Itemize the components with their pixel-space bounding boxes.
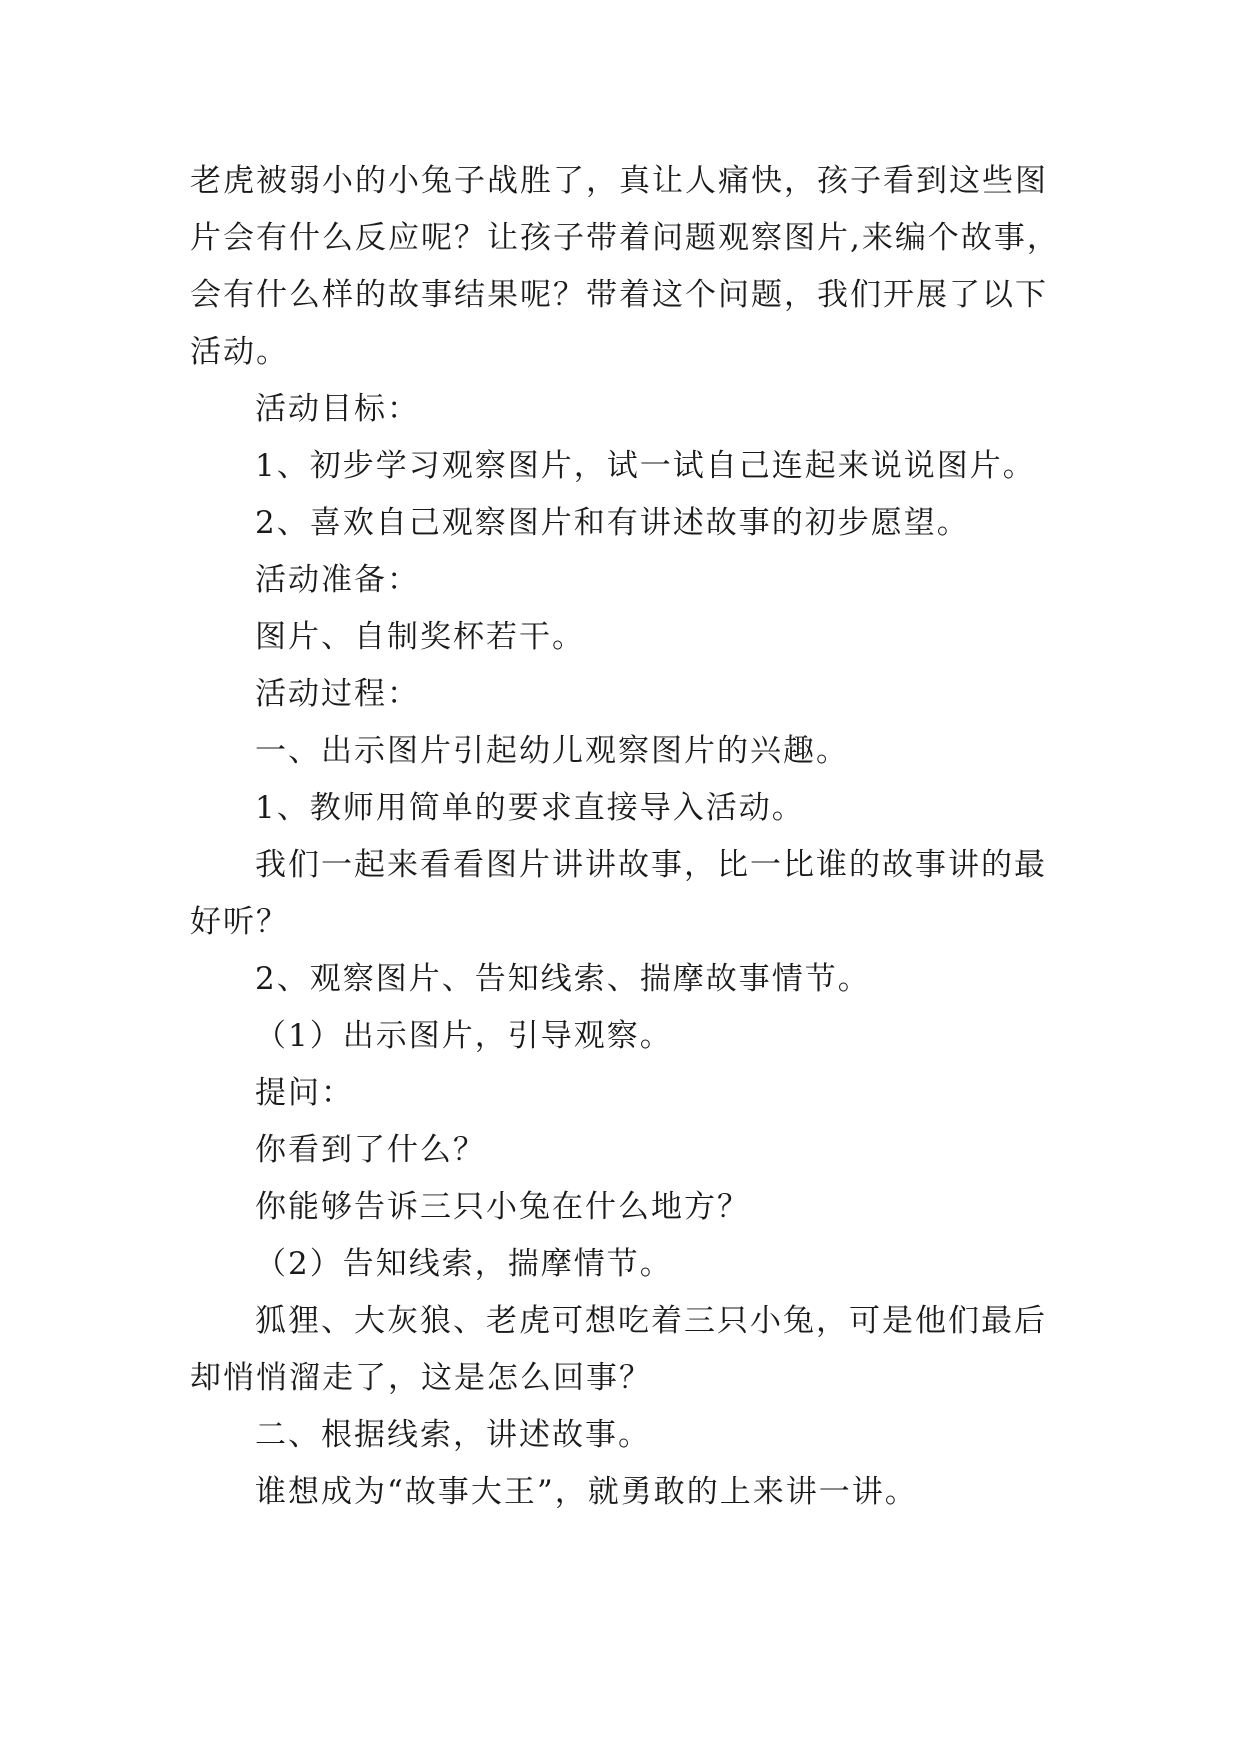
body-line: 狐狸、大灰狼、老虎可想吃着三只小兔，可是他们最后	[255, 1303, 1047, 1339]
question-item: 你能够告诉三只小兔在什么地方？	[255, 1189, 750, 1225]
preparation-text: 图片、自制奖杯若干。	[255, 619, 585, 655]
sub-step-item: （1）出示图片，引导观察。	[255, 1018, 673, 1054]
question-item: 你看到了什么？	[255, 1132, 486, 1168]
goal-item-1: 1、初步学习观察图片，试一试自己连起来说说图片。	[255, 448, 1036, 484]
section-heading-goals: 活动目标：	[255, 391, 420, 427]
step-item: 1、教师用简单的要求直接导入活动。	[255, 790, 805, 826]
body-line: 谁想成为“故事大王”，就勇敢的上来讲一讲。	[255, 1474, 918, 1510]
step-one-heading: 一、出示图片引起幼儿观察图片的兴趣。	[255, 733, 849, 769]
goal-item-2: 2、喜欢自己观察图片和有讲述故事的初步愿望。	[255, 505, 970, 541]
body-line: 好听？	[190, 904, 289, 940]
section-heading-process: 活动过程：	[255, 676, 420, 712]
body-line: 会有什么样的故事结果呢？带着这个问题，我们开展了以下	[190, 277, 1048, 313]
step-item: 2、观察图片、告知线索、揣摩故事情节。	[255, 961, 871, 997]
body-line: 老虎被弱小的小兔子战胜了，真让人痛快，孩子看到这些图	[190, 163, 1048, 199]
step-two-heading: 二、根据线索，讲述故事。	[255, 1417, 651, 1453]
question-label: 提问：	[255, 1075, 354, 1111]
body-line: 活动。	[190, 334, 289, 370]
body-line: 我们一起来看看图片讲讲故事，比一比谁的故事讲的最	[255, 847, 1047, 883]
body-line: 却悄悄溜走了，这是怎么回事？	[190, 1360, 652, 1396]
sub-step-item: （2）告知线索，揣摩情节。	[255, 1246, 673, 1282]
body-line: 片会有什么反应呢？让孩子带着问题观察图片,来编个故事，	[190, 220, 1060, 256]
section-heading-preparation: 活动准备：	[255, 562, 420, 598]
